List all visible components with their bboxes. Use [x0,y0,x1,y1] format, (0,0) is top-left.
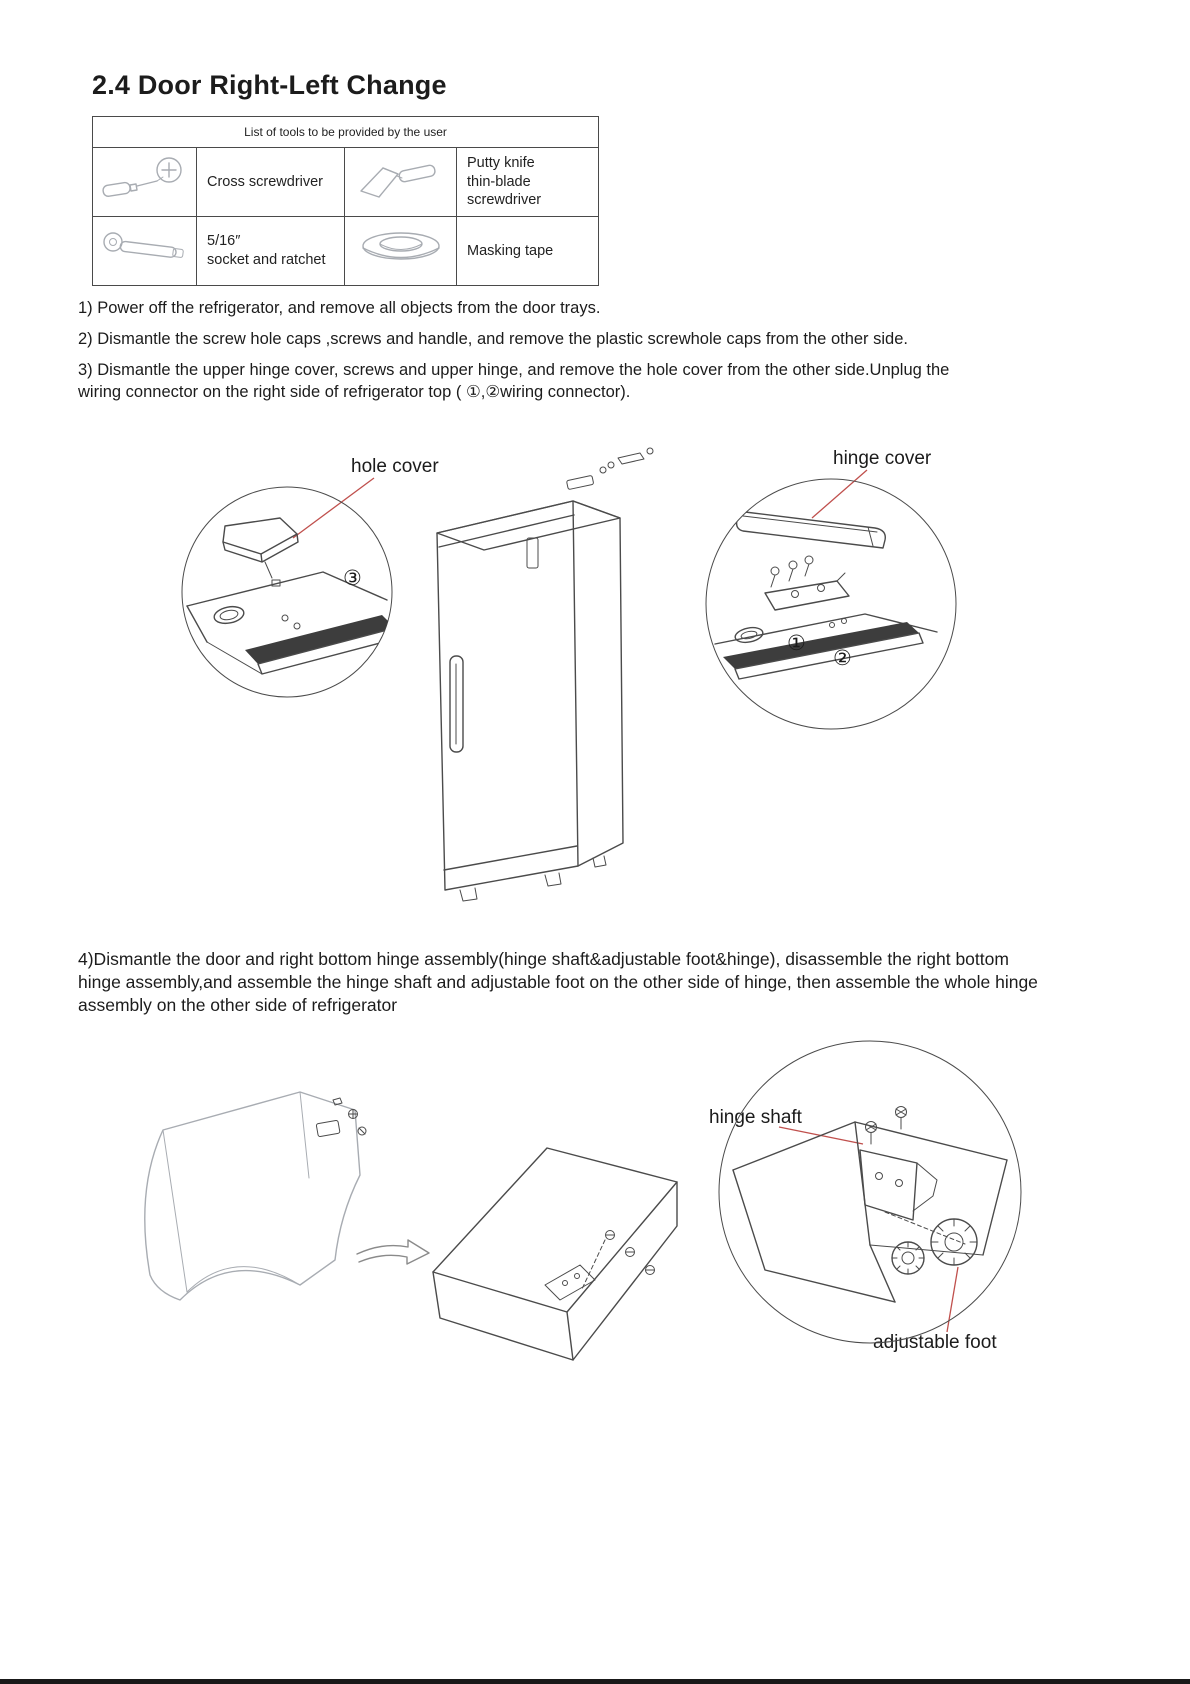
tools-table-row [93,148,599,217]
tool-label-line: 5/16″ [207,233,241,250]
door-bottom-corner-illustration [433,1148,677,1360]
corner-screws [582,1231,655,1290]
figure-bottom-hinge [65,1030,1130,1460]
adjustable-foot-leader-line [947,1267,958,1332]
step-1: 1) Power off the refrigerator, and remove all objects from the door trays. [78,299,601,317]
tools-table-header-row [93,117,599,148]
hinge-shaft-label: hinge shaft [709,1107,802,1128]
knurled-feet-ticks [892,1219,977,1274]
tool-label: Masking tape [457,217,599,286]
tool-icon-cell [93,217,197,286]
tool-label: Cross screwdriver [197,148,345,217]
masking-tape-icon [353,224,449,274]
marker-3-icon: ③ [343,567,362,590]
instruction-steps [78,297,973,412]
arrow-icon [357,1240,429,1264]
upper-hinge-parts [566,448,653,490]
tools-table [92,116,599,286]
step-2: 2) Dismantle the screw hole caps ,screws and handle, and remove the plastic screwhole caps from the other side. [78,330,908,349]
hinge-shaft-bolts [866,1107,907,1145]
hinge-cover-detail-circle [706,479,956,729]
hole-cover-leader-line [293,478,374,538]
tool-icon-cell [345,217,457,286]
page-bottom-edge [0,1679,1190,1684]
step-4: 4)Dismantle the door and right bottom hinge assembly(hinge shaft&adjustable foot&hinge), disassemble the right bottom hinge assembly,and assemble the hinge shaft and adjustable foot on the other side of hinge, then assemble the whole hinge assembly on the other side of refrigerator [78,948,1038,1016]
tools-table-header: List of tools to be provided by the user [93,117,599,148]
refrigerator-illustration [437,448,653,901]
tools-table-row [93,217,599,286]
step-3: 3) Dismantle the upper hinge cover, screws and upper hinge, and remove the hole cover from the other side.Unplug the wiring connector on the right side of refrigerator top ( ①,②wiring connector). [78,361,950,402]
hinge-assembly-detail-circle [719,1041,1021,1343]
fridge-corner-illustration [145,1092,366,1300]
tool-icon-cell [345,148,457,217]
marker-1-icon: ① [787,632,806,655]
adjustable-foot-label: adjustable foot [873,1332,997,1353]
tool-label-line: thin-blade screwdriver [467,173,542,209]
tool-label-line: socket and ratchet [207,252,326,268]
tool-label [457,148,599,217]
hinge-cover-leader-line [812,470,867,518]
hinge-cover-label: hinge cover [833,448,932,469]
putty-knife-icon [355,155,447,205]
tool-label-line: Putty knife [467,154,535,171]
page-title: 2.4 Door Right-Left Change [92,70,447,100]
hole-cover-detail-circle [182,487,399,697]
cross-screwdriver-icon [99,155,191,205]
hinge-screws [771,556,813,587]
marker-2-icon: ② [833,647,852,670]
figure-upper-hinge [75,438,1115,938]
tool-label [197,217,345,286]
bottom-hinge-parts [316,1098,366,1137]
socket-ratchet-icon [99,224,191,274]
tool-icon-cell [93,148,197,217]
hole-cover-label: hole cover [351,456,439,477]
